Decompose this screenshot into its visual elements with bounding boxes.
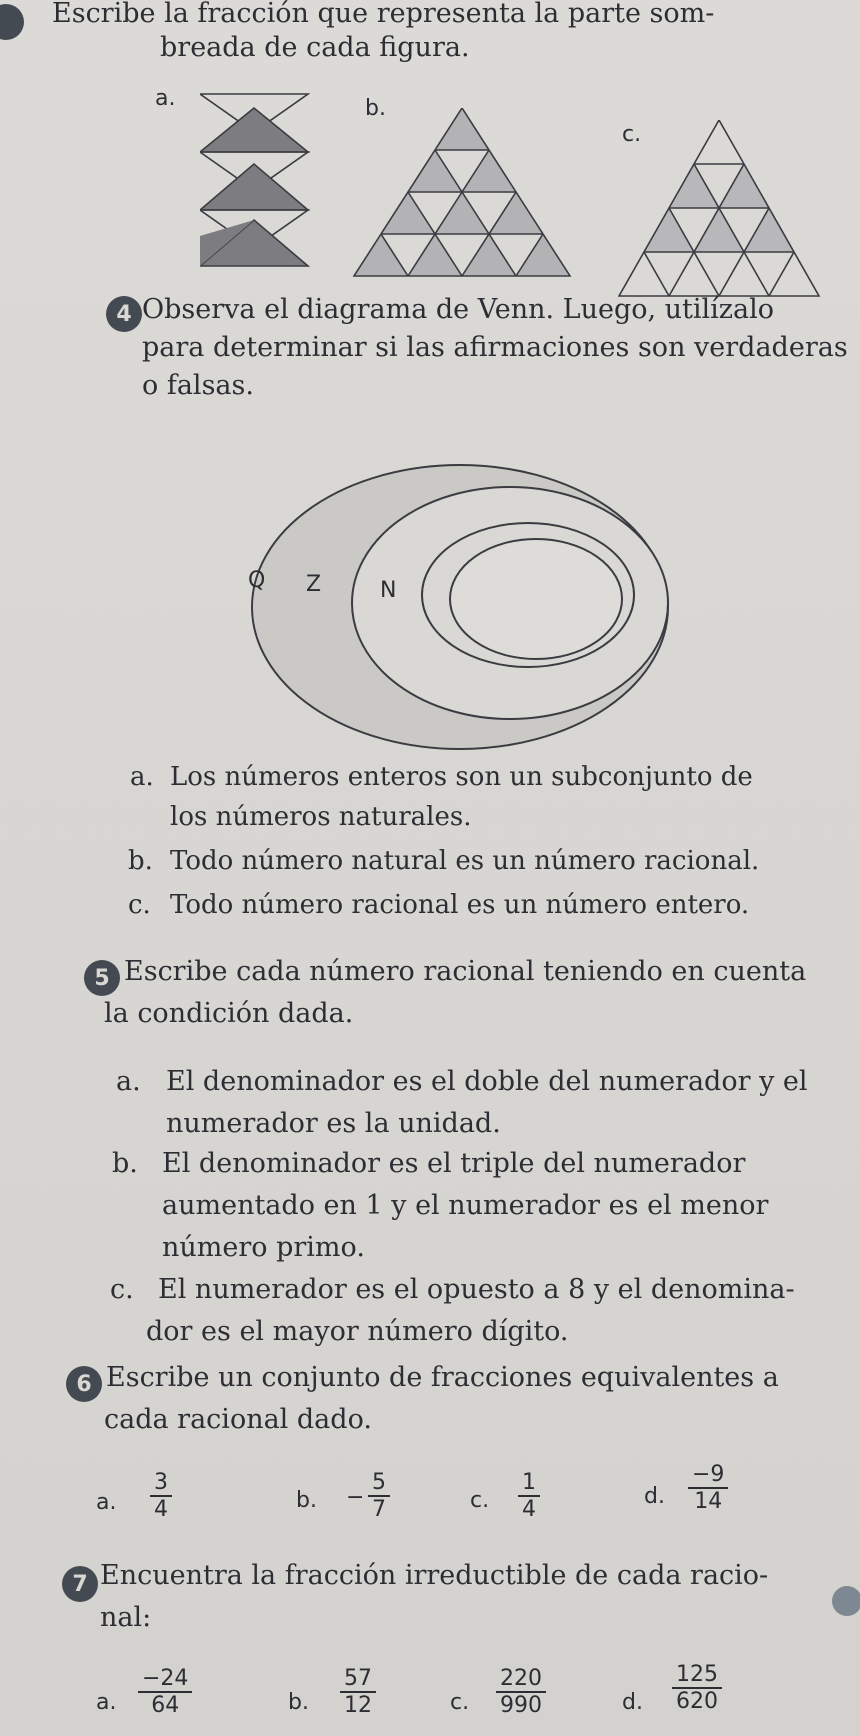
ex6-d-fraction [688, 1462, 728, 1515]
figure-label-c: c. [622, 122, 642, 147]
ex6-a-letter: a. [96, 1490, 117, 1515]
ex5-item-c-letter: c. [110, 1274, 134, 1305]
ex7-d-letter: d. [622, 1690, 643, 1715]
ex4-item-c-letter: c. [128, 890, 151, 920]
ex7-a-num: −24 [138, 1666, 192, 1693]
ex7-c-fraction [496, 1666, 546, 1719]
ex4-item-b-letter: b. [128, 846, 153, 876]
ex6-c-num: 1 [518, 1470, 540, 1497]
figure-a-triangles [200, 88, 310, 270]
ex7-b-den: 12 [344, 1693, 372, 1719]
ex6-a-fraction [150, 1470, 172, 1523]
exercise-number-5: 5 [84, 960, 120, 996]
ex7-instruction-1: Encuentra la fracción irreductible de cada racio- [100, 1560, 769, 1591]
ex5-item-b-line3: número primo. [162, 1232, 365, 1263]
page-tab-marker [832, 1586, 860, 1616]
badge-3 [0, 4, 24, 40]
ex6-a-num: 3 [150, 1470, 172, 1497]
ex4-instruction-1: Observa el diagrama de Venn. Luego, utilízalo [142, 294, 775, 325]
figure-label-b: b. [365, 96, 386, 121]
ex5-item-b-letter: b. [112, 1148, 138, 1179]
ex4-item-b-line1: Todo número natural es un número racional. [170, 846, 760, 876]
ex7-b-fraction [340, 1666, 376, 1719]
ex6-c-letter: c. [470, 1488, 490, 1513]
venn-label-n: N [380, 578, 397, 603]
ex7-c-den: 990 [500, 1693, 542, 1719]
ex5-item-b-line1: El denominador es el triple del numerador [162, 1148, 746, 1179]
ex7-d-fraction [672, 1662, 722, 1715]
ex5-item-c-line1: El numerador es el opuesto a 8 y el denomina- [158, 1274, 795, 1305]
venn-label-q: Q [248, 568, 266, 593]
ex7-d-num: 125 [672, 1662, 722, 1689]
ex6-b-den: 7 [372, 1497, 386, 1523]
ex6-b-letter: b. [296, 1488, 317, 1513]
ex4-instruction-3: o falsas. [142, 370, 254, 401]
exercise-number-6: 6 [66, 1366, 102, 1402]
ex3-instruction-2: breada de cada figura. [160, 32, 470, 63]
ex6-b-sign: − [346, 1485, 365, 1510]
ex4-item-a-line2: los números naturales. [170, 802, 472, 832]
ex5-item-a-line2: numerador es la unidad. [166, 1108, 501, 1139]
ex6-d-letter: d. [644, 1484, 665, 1509]
ex6-c-den: 4 [522, 1497, 536, 1523]
ex5-item-a-line1: El denominador es el doble del numerador y el [166, 1066, 808, 1097]
ex7-b-letter: b. [288, 1690, 309, 1715]
ex4-item-c-line1: Todo número racional es un número entero. [170, 890, 750, 920]
figure-b-triangle-grid [352, 108, 572, 288]
ex4-item-a-line1: Los números enteros son un subconjunto de [170, 762, 753, 792]
venn-set-n-inner [450, 539, 622, 659]
ex4-instruction-2: para determinar si las afirmaciones son verdaderas [142, 332, 848, 363]
figure-c-triangle-grid [618, 120, 824, 316]
ex6-instruction-1: Escribe un conjunto de fracciones equivalentes a [106, 1362, 779, 1393]
ex5-instruction-1: Escribe cada número racional teniendo en cuenta [124, 956, 807, 987]
exercise-number-4: 4 [106, 296, 142, 332]
ex3-instruction-1: Escribe la fracción que representa la parte som- [52, 0, 715, 29]
ex6-d-den: 14 [694, 1489, 723, 1515]
ex7-a-den: 64 [151, 1693, 180, 1719]
figure-label-a: a. [155, 86, 176, 111]
ex7-c-num: 220 [496, 1666, 546, 1693]
ex6-b-num: 5 [368, 1470, 390, 1497]
ex6-b-fraction [368, 1470, 390, 1523]
venn-label-z: Z [306, 572, 322, 597]
ex7-d-den: 620 [676, 1689, 718, 1715]
venn-diagram [190, 455, 690, 765]
ex7-b-num: 57 [340, 1666, 376, 1693]
ex6-a-den: 4 [154, 1497, 168, 1523]
ex5-item-a-letter: a. [116, 1066, 141, 1097]
ex4-item-a-letter: a. [130, 762, 154, 792]
exercise-number-7: 7 [62, 1566, 98, 1602]
ex5-item-b-line2: aumentado en 1 y el numerador es el menor [162, 1190, 769, 1221]
ex7-instruction-2: nal: [100, 1602, 152, 1633]
ex7-c-letter: c. [450, 1690, 470, 1715]
ex5-item-c-line2: dor es el mayor número dígito. [146, 1316, 569, 1347]
ex7-a-letter: a. [96, 1690, 117, 1715]
ex6-instruction-2: cada racional dado. [104, 1404, 372, 1435]
ex6-c-fraction [518, 1470, 540, 1523]
ex6-d-num: −9 [688, 1462, 728, 1489]
ex5-instruction-2: la condición dada. [104, 998, 354, 1029]
ex7-a-fraction [138, 1666, 192, 1719]
